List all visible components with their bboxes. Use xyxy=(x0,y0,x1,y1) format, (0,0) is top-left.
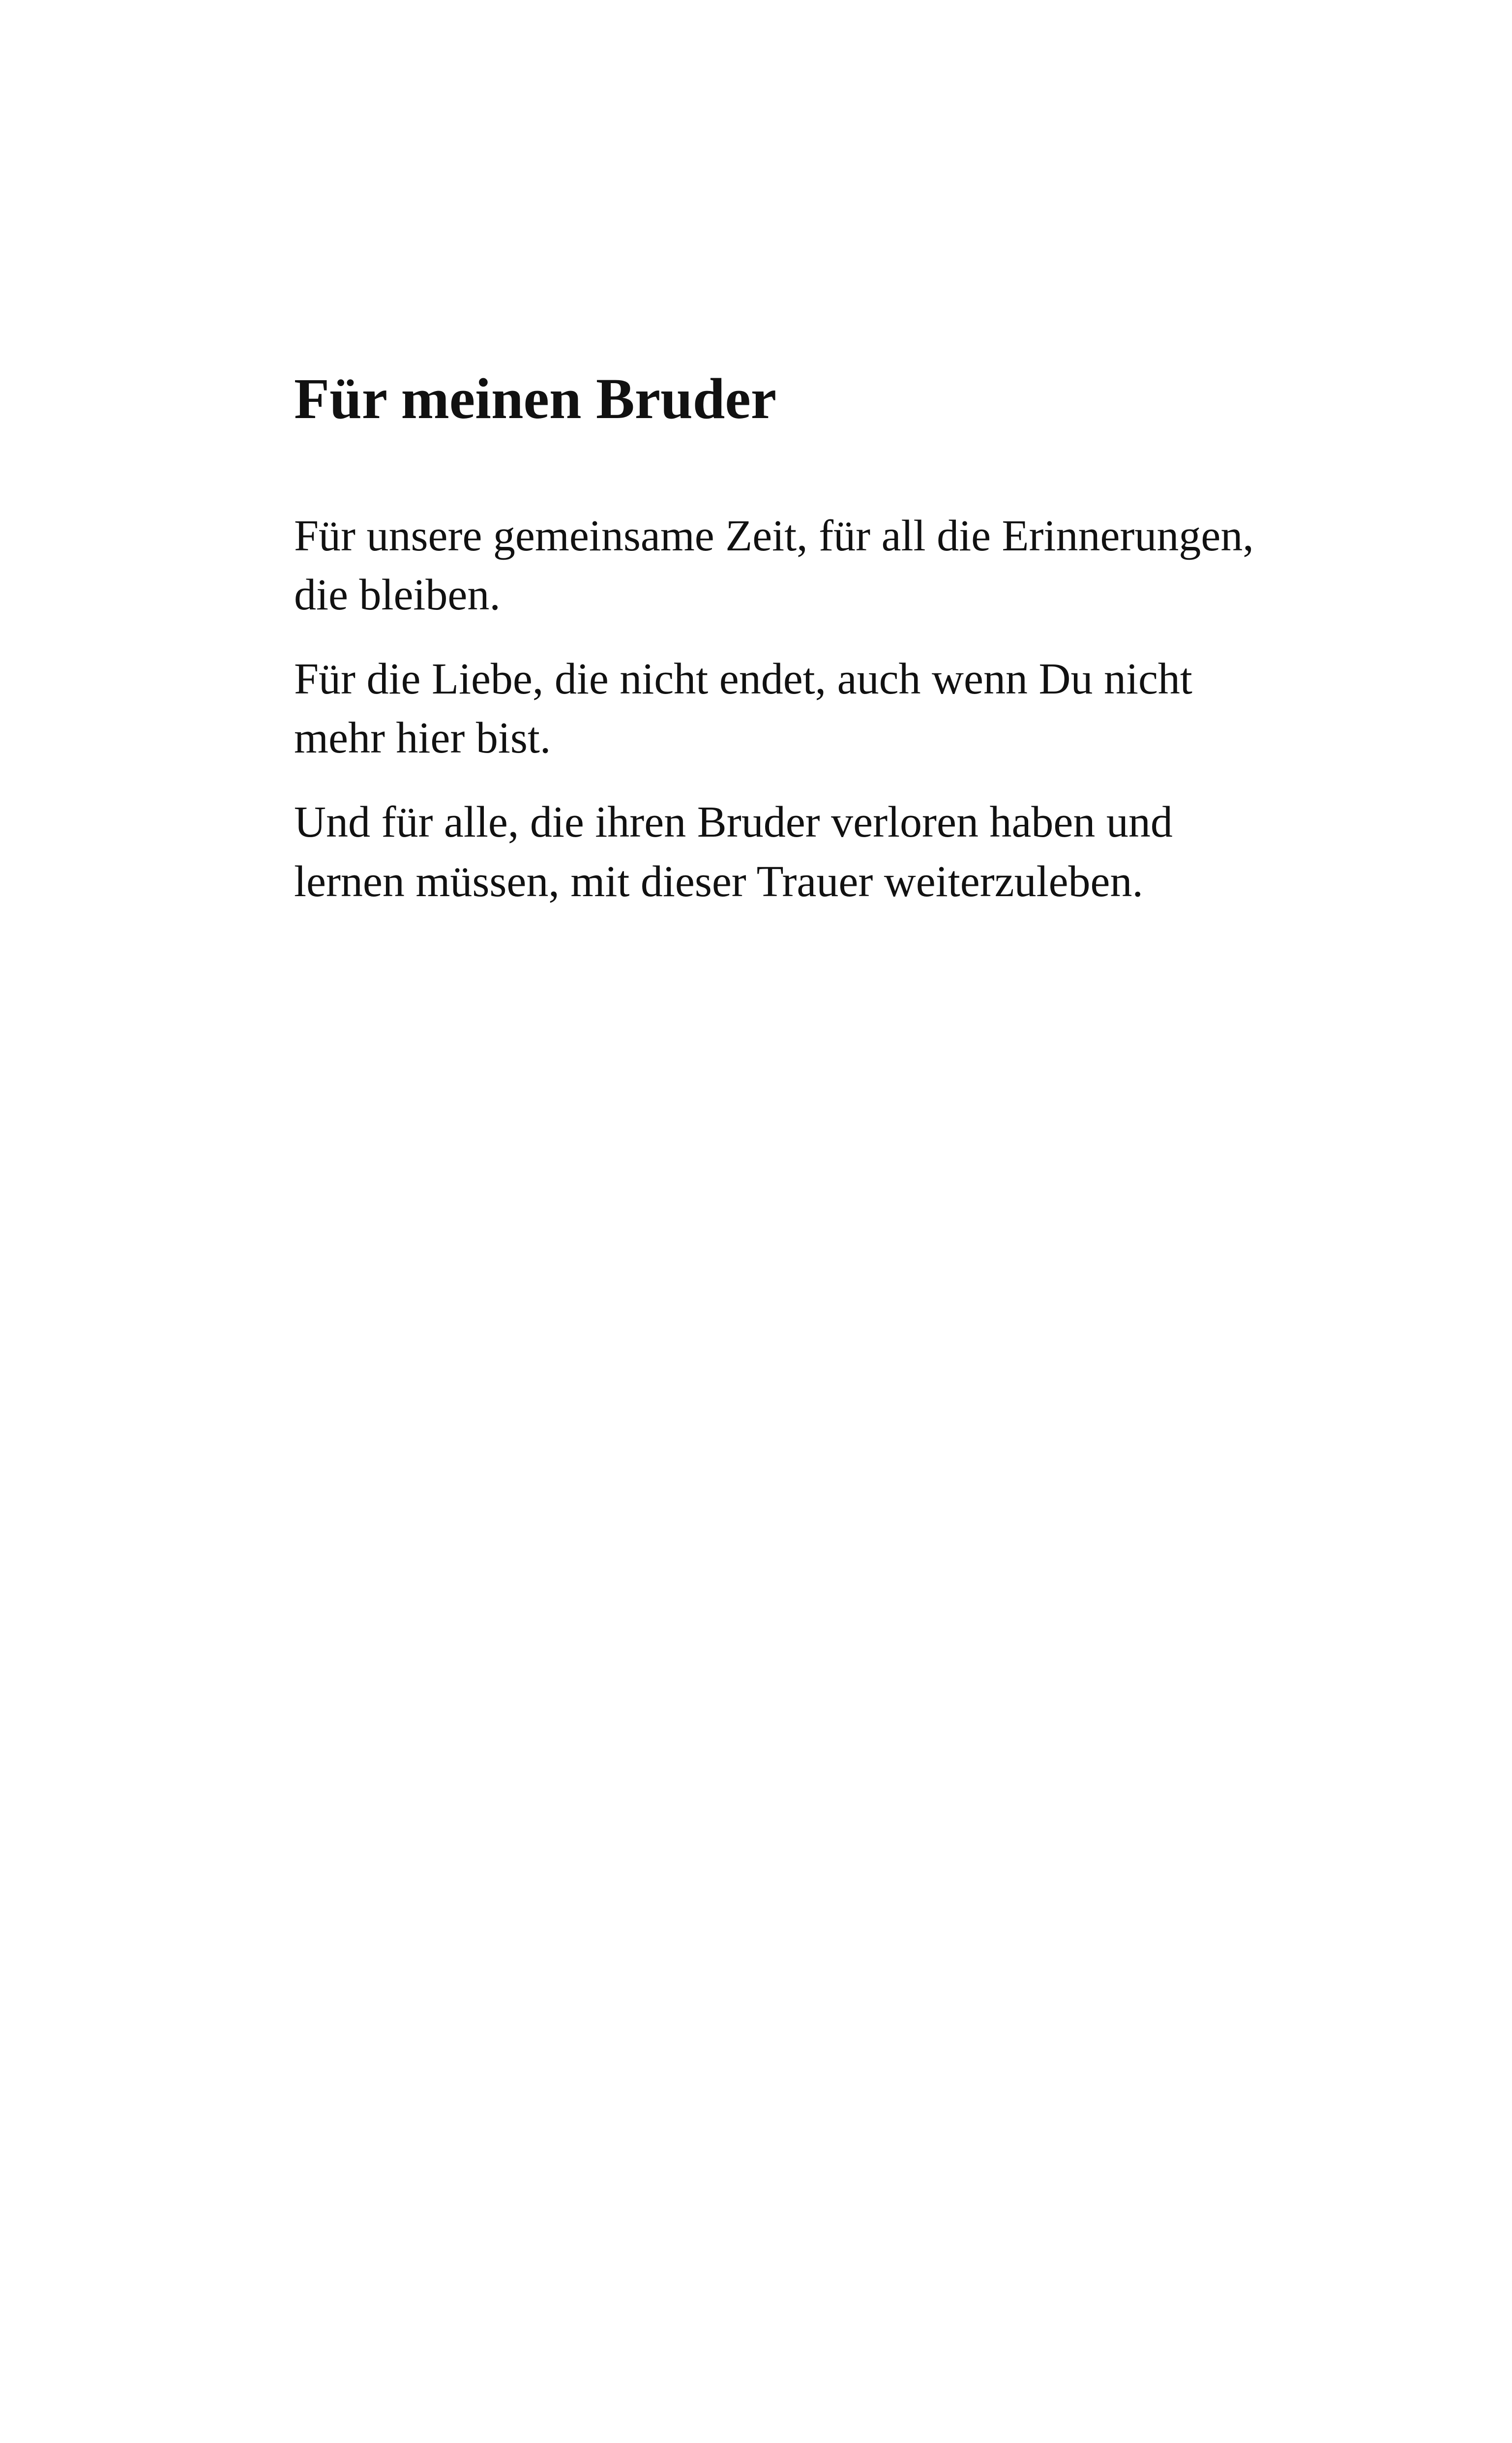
dedication-section xyxy=(294,364,1258,911)
dedication-paragraph-1: Für unsere gemeinsame Zeit, für all die Erinnerungen, die bleiben. xyxy=(294,511,1254,620)
dedication-paragraph-2: Für die Liebe, die nicht endet, auch wenn Du nicht mehr hier bist. xyxy=(294,654,1192,763)
dedication-paragraph-3: Und für alle, die ihren Bruder verloren haben und lernen müssen, mit dieser Trauer weiterzuleben. xyxy=(294,797,1173,906)
dedication-title: Für meinen Bruder xyxy=(294,366,777,431)
